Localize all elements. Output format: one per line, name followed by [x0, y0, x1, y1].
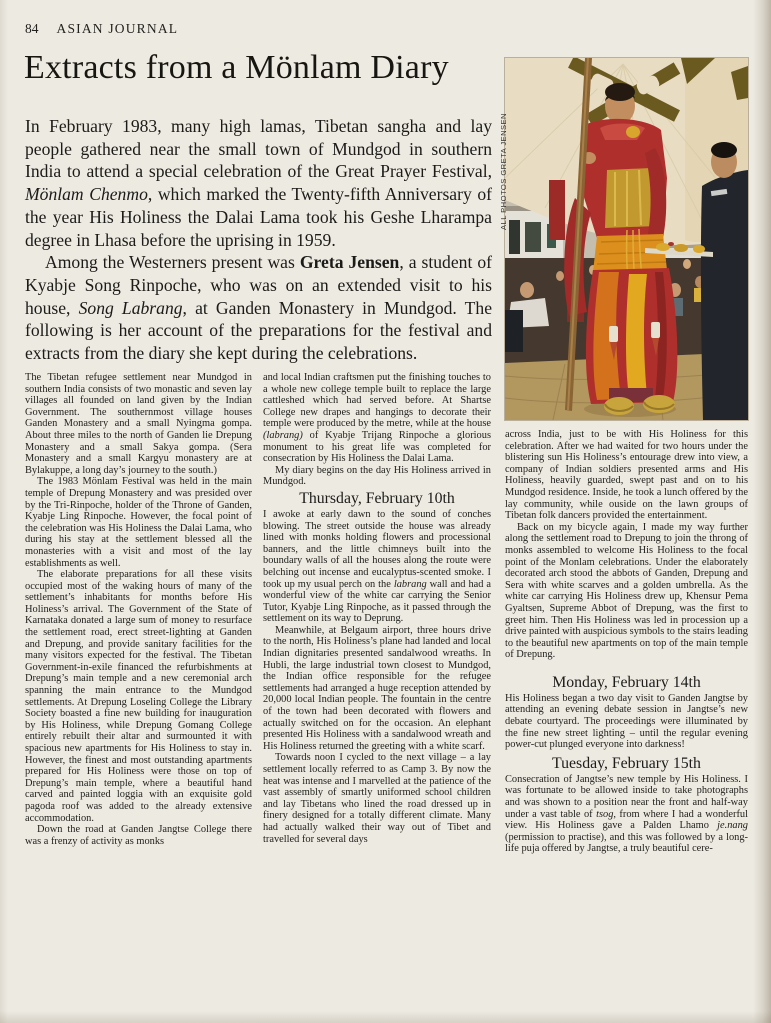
photo-block [499, 58, 748, 420]
intro-text: , which marked the Twenty-fifth Anniversary of the year His Holiness the Dalai Lama took his Geshe Lharampa degree in Lhasa before the uprising in 1959. [25, 184, 493, 250]
author-name: Greta Jensen [299, 252, 400, 273]
bystander-figure [701, 142, 748, 420]
body-paragraph: His Holiness began a two day visit to Ganden Jangtse by attending an evening debate session in Jangtse’s new debate courtyard. The proceedings were illuminated by the fine new street lighting – until the regular evening power-cut plunged everyone into darkness! [505, 692, 748, 751]
body-paragraph: The elaborate preparations for all these visits occupied most of the waking hours of many of the settlement’s inhabitants for months before His Holiness’s arrival. The Government of the State of Karnataka donated a large sum of money to resurface the settlement road, erect street-lighting at Ganden and Drepung, and provide sanitary facilities for the many visitors expected for the festival. The Tibetan Government-in-exile financed the refurbishments at Drepung’s main temple and a new ceremonial arch spanning the main entrance to the Mundgod settlements. At Drepung Loseling College the Library Society boasted a fine new building for inauguration by His Holiness, while Drepung Gomang College entirely rebuilt their altar and surmounted it with spacious new apartments for His Holiness to stay in. However, the finest and most outstanding apartments prepared for His Holiness were those on top of Drepung’s main temple, where a beautiful hand carved and painted loggia with an exquisite gold pagoda roof was added to the already extensive accommodation. [25, 569, 252, 824]
body-column-2 [263, 372, 491, 1018]
body-paragraph: The Tibetan refugee settlement near Mundgod in southern India consists of two monastic and seven lay villages all founded on land given by the Indian Government. The southernmost village houses Ganden Monastery and a small Nyingma gompa. About three miles to the north of Ganden lie Drepung Monastery and a small Sakya gompa. (Sera Monastery and a small Kargyu monastery are at Bylakuppe, a long day’s journey to the south.) [25, 372, 252, 476]
intro-text: In February 1983, many high lamas, Tibetan sangha and lay people gathered near the small town of Mundgod in southern India to attend a special celebration of the Great Prayer Festival, [25, 116, 492, 182]
body-text: I awoke at early dawn to the sound of conches blowing. The street outside the house was already lined with monks holding flowers and processional banners, and the little chimneys built into the boundary walls of all the houses along the route were belching out incense and eucalyptus-scented smoke. I took up my usual perch on the [263, 508, 491, 590]
page-number: 84 [25, 21, 39, 36]
diary-heading-monday: Monday, February 14th [552, 673, 701, 691]
scan-edge-left [0, 0, 8, 1023]
red-banner [549, 180, 565, 240]
body-text: wall and had a wonderful view of the white car carrying the Senior Tutor, Kyabje Ling Rinpoche, as it passed through the settlement on its way to Deprung. [263, 578, 491, 625]
intro-paragraph-1 [25, 115, 492, 251]
body-paragraph: Down the road at Ganden Jangtse College there was a frenzy of activity as monks [25, 824, 252, 847]
body-paragraph: Meanwhile, at Belgaum airport, three hours drive to the north, His Holiness’s plane had landed and local Indian dignitaries presented sandalwood wreaths. In Hubli, the large industrial town closest to Mundgod, the Indian office responsible for the refugee settlements had arranged a huge reception attended by 20,000 local Indian people. The fountain in the centre of the town had been decorated with flowers and actually switched on for the occasion. An elephant presented His Holiness with a sandalwood wreath and His Holiness returned the greeting with a white scarf. [263, 624, 491, 752]
body-paragraph [263, 372, 491, 465]
intro-italic-term: Mönlam Chenmo [25, 184, 148, 205]
intro-italic-term: Song Labrang [78, 297, 183, 318]
festival-photo [505, 58, 748, 420]
body-paragraph [263, 509, 491, 625]
body-paragraph [505, 774, 748, 855]
intro-paragraph-2 [25, 251, 492, 365]
diary-heading-tuesday: Tuesday, February 15th [552, 754, 701, 772]
body-text: of Kyabje Trijang Rinpoche a glorious monument to his great life was completed for consecration by His Holiness the Dalai Lama. [263, 429, 491, 465]
intro-text: , at Ganden Monastery in Mundgod. The following is her account of the preparations for the festival and extracts from the diary she kept during the celebrations. [25, 297, 493, 364]
body-column-1 [25, 372, 252, 1018]
body-text: (permission to practise), and this was followed by a long-life puja offered by Jangtse, a truly beautiful cere- [505, 831, 748, 855]
intro-section [25, 115, 492, 365]
body-italic-term: je.nang [717, 820, 748, 832]
page-header [25, 21, 178, 37]
body-text: , from where I had a wonderful view. His Holiness gave a Palden Lhamo [505, 808, 748, 832]
body-column-3 [505, 429, 748, 1019]
article-title: Extracts from a Mönlam Diary [24, 49, 449, 86]
body-text: and local Indian craftsmen put the finishing touches to a whole new college temple built to replace the large cattleshed which had served before. At Shartse College new drapes and hangings to decorate their temple were produced by the metre, while at the house [263, 372, 491, 430]
body-paragraph: The 1983 Mönlam Festival was held in the main temple of Drepung Monastery and was presided over by the Tri-Rinpoche, holder of the Throne of Ganden, Kyabje Ling Rinpoche. However, the focal point of the celebration was His Holiness the Dalai Lama, who during his stay at the settlement blessed all the monasteries with a visit and most of the lay establishments as well. [25, 476, 252, 569]
body-paragraph: Towards noon I cycled to the next village – a lay settlement locally referred to as Camp 3. By now the heat was intense and I marvelled at the patience of the vast assembly of smartly uniformed school children and lay Tibetans who lined the road dressed up in finery designed for a totally different climate. Many had actually walked their way out of Tibet and travelled for several days [263, 752, 491, 845]
intro-text: , a student of Kyabje Song Rinpoche, who was on an extended visit to his house, [25, 252, 493, 318]
body-paragraph: Back on my bicycle again, I made my way further along the settlement road to Drepung to join the throng of monks assembled to welcome His Holiness to the focal point of the Monlam celebrations. Under the elaborately decorated arch stood the abbots of Ganden, Drepung and Sera with white scarves and a golden umbrella. As the white car carrying His Holiness drew up, Khensur Pema Gyaltsen, Supreme Abbot of Drepung, was the first to greet him. Then His Holiness was led in procession up a drive painted with auspicious symbols to the stairs leading to the beautiful new apartments on top of the main temple of Drepung. [505, 521, 748, 661]
scan-edge-right [753, 0, 771, 1023]
body-italic-term: labrang [393, 578, 427, 590]
body-text: Consecration of Jangtse’s new temple by His Holiness. I was fortunate to be allowed inside to take photographs and was shown to a position near the front and half-way under a vast table of [505, 773, 748, 820]
diary-heading-thursday: Thursday, February 10th [299, 489, 455, 507]
body-italic-term: (labrang) [263, 429, 303, 441]
body-italic-term: tsog [596, 808, 614, 820]
body-paragraph: My diary begins on the day His Holiness arrived in Mundgod. [263, 464, 491, 488]
photo-credit: ALL PHOTOS GRETA JENSEN [499, 113, 508, 230]
intro-text: Among the Westerners present was [45, 252, 300, 273]
body-paragraph: across India, just to be with His Holiness for this celebration. After we had waited for two hours under the blistering sun His Holiness’s entourage drew into view, a company of Indian soldiers presented arms and His Holiness, heavily guarded, swept past and on to his Mundgod residence. Inside, he took a lunch offered by the lay community, while ouside on the lawn groups of Tibetan folk dancers provided the entertainment. [505, 429, 748, 522]
journal-name: ASIAN JOURNAL [56, 21, 179, 36]
